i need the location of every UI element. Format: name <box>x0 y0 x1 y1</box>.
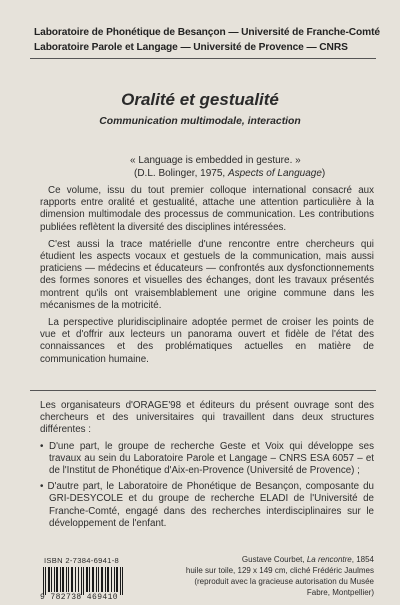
isbn: ISBN 2-7384-6941-8 <box>44 556 120 565</box>
credit-artist: Gustave Courbet, <box>241 555 307 564</box>
epigraph-attribution <box>130 167 380 180</box>
header <box>34 25 380 55</box>
book-subtitle: Communication multimodale, interaction <box>99 116 301 127</box>
attribution-suffix: ) <box>321 168 326 179</box>
organizers-intro: Les organisateurs d'ORAGE'98 et éditeurs du présent ouvrage sont des chercheurs et des universitaires qui travaillent dans deux structures différentes : <box>40 400 374 436</box>
header-line-2: Laboratoire Parole et Langage — Université de Provence — CNRS <box>34 42 348 53</box>
barcode <box>42 567 124 595</box>
middle-rule <box>30 390 376 391</box>
summary-paragraph-3: La perspective pluridisciplinaire adoptée permet de croiser les points de vue et d'offrir aux lecteurs un panorama ouvert et fidèle de l'état des connaissances et des problématiques actuelles en matière de communication humaine. <box>40 317 374 365</box>
summary-paragraph-2: C'est aussi la trace matérielle d'une rencontre entre chercheurs qui étudient les aspects vocaux et gestuels de la communication, mais aussi praticiens — médecins et éducateurs — confrontés aux dysfonctionnements des formes sonores et visuelles des échanges, dont les travaux présentés montrent qu'ils ont vraisemblablement une origine commune dans les mécanismes de la motricité. <box>40 238 374 311</box>
cover-credit <box>174 554 374 598</box>
credit-line-1 <box>174 554 374 565</box>
summary-text <box>40 185 374 371</box>
organizers-bullet-2: • D'autre part, le Laboratoire de Phonétique de Besançon, composante du GRI-DESYCOLE et du groupe de recherche ELADI de l'Université de Franche-Comté, engagé dans des recherches interdisciplinaires sur le développement de l'enfant. <box>40 481 374 529</box>
book-title: Oralité et gestualité <box>121 90 279 109</box>
organizers-text <box>40 400 374 534</box>
summary-paragraph-1: Ce volume, issu du tout premier colloque international consacré aux rapports entre oralité et gestualité, attache une attention particulière à la dimension multimodale des processus de communication. Les contributions publiées reflètent la diversité des disciplines intéressées. <box>40 185 374 233</box>
attribution-prefix: (D.L. Bolinger, 1975, <box>134 168 228 179</box>
header-line-1: Laboratoire de Phonétique de Besançon — Université de Franche-Comté <box>34 27 380 38</box>
credit-work: La rencontre <box>306 555 352 564</box>
credit-year: , 1854 <box>351 555 374 564</box>
credit-line-2: huile sur toile, 129 x 149 cm, cliché Frédéric Jaulmes <box>185 566 374 575</box>
header-rule <box>30 58 376 59</box>
organizers-bullet-1: • D'une part, le groupe de recherche Geste et Voix qui développe ses travaux au sein du Laboratoire Parole et Langage – CNRS ESA 6057 – et de l'Institut de Phonétique d'Aix-en-Provence (Université de Provence) ; <box>40 440 374 477</box>
credit-line-3: (reproduit avec la gracieuse autorisation du Musée Fabre, Montpellier) <box>194 577 374 597</box>
epigraph <box>130 154 380 180</box>
attribution-work: Aspects of Language <box>227 168 322 179</box>
epigraph-text: « Language is embedded in gesture. » <box>130 155 301 166</box>
barcode-number: 9 782738 469410 <box>40 593 119 602</box>
